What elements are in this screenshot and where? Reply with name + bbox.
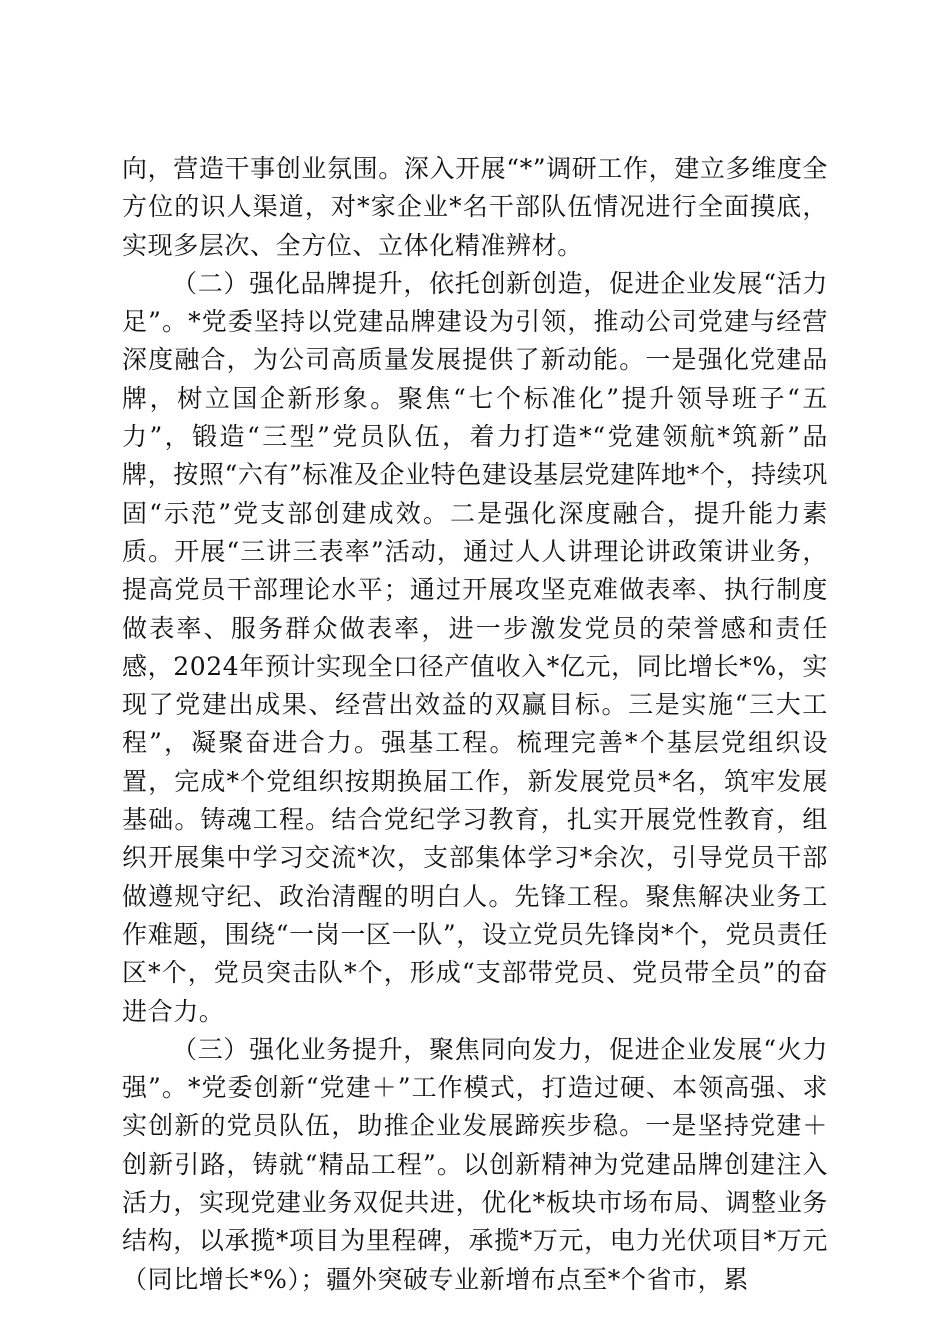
paragraph-section-two: （二）强化品牌提升，依托创新创造，促进企业发展“活力足”。*党委坚持以党建品牌建设为引领，推动公司党建与经营深度融合，为公司高质量发展提供了新动能。一是强化党建品牌，树立国企新形象。聚焦“七个标准化”提升领导班子“五力”，锻造“三型”党员队伍，着力打造*“党建领航*筑新”品牌，按照“六有”标准及企业特色建设基层党建阵地*个，持续巩固“示范”党支部创建成效。二是强化深度融合，提升能力素质。开展“三讲三表率”活动，通过人人讲理论讲政策讲业务，提高党员干部理论水平；通过开展攻坚克难做表率、执行制度做表率、服务群众做表率，进一步激发党员的荣誉感和责任感，2024年预计实现全口径产值收入*亿元，同比增长*%，实现了党建出成果、经营出效益的双赢目标。三是实施“三大工程”，凝聚奋进合力。强基工程。梳理完善*个基层党组织设置，完成*个党组织按期换届工作，新发展党员*名，筑牢发展基础。铸魂工程。结合党纪学习教育，扎实开展党性教育，组织开展集中学习交流*次，支部集体学习*余次，引导党员干部做遵规守纪、政治清醒的明白人。先锋工程。聚焦解决业务工作难题，围绕“一岗一区一队”，设立党员先锋岗*个，党员责任区*个，党员突击队*个，形成“支部带党员、党员带全员”的奋进合力。 xyxy=(122,268,828,1026)
paragraph-continuation: 向，营造干事创业氛围。深入开展“*”调研工作，建立多维度全方位的识人渠道，对*家企业*名干部队伍情况进行全面摸底，实现多层次、全方位、立体化精准辨材。 xyxy=(122,154,828,260)
document-body xyxy=(122,150,828,1299)
paragraph-section-three: （三）强化业务提升，聚焦同向发力，促进企业发展“火力强”。*党委创新“党建＋”工作模式，打造过硬、本领高强、求实创新的党员队伍，助推企业发展蹄疾步稳。一是坚持党建＋创新引路，铸就“精品工程”。以创新精神为党建品牌创建注入活力，实现党建业务双促共进，优化*板块市场布局、调整业务结构，以承揽*项目为里程碑，承揽*万元，电力光伏项目*万元（同比增长*%）；疆外突破专业新增布点至*个省市，累 xyxy=(122,1034,828,1294)
